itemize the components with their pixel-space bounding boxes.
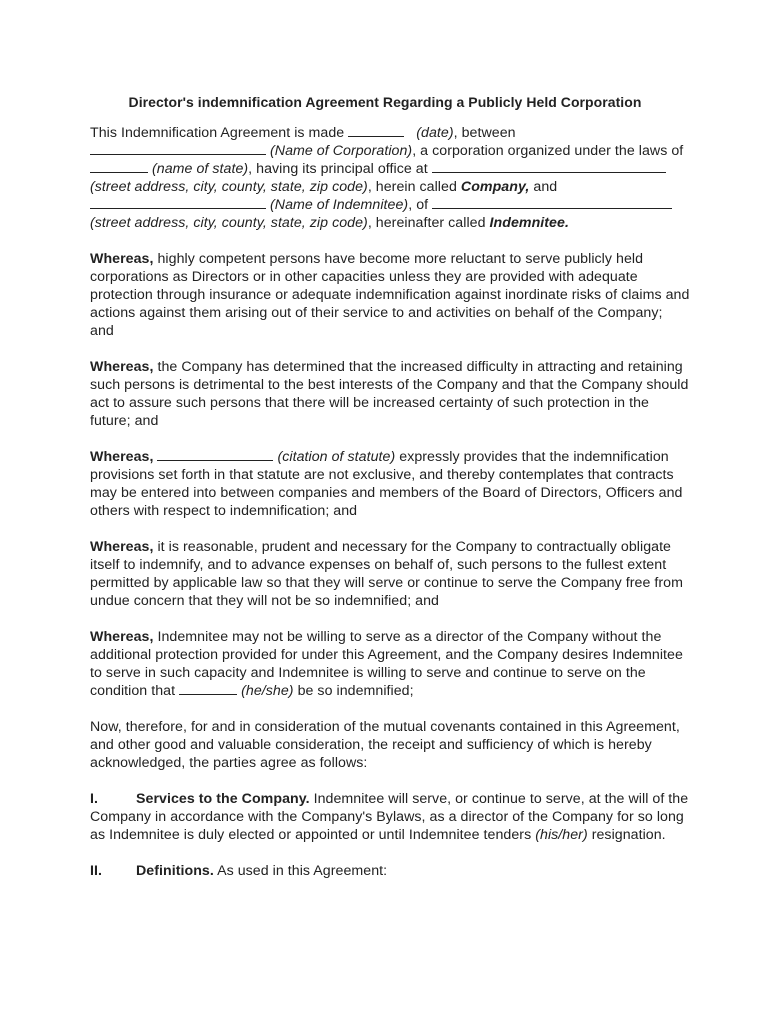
whereas-label: Whereas,: [90, 629, 154, 645]
whereas-paragraph-4: [90, 538, 690, 610]
whereas-paragraph-5: [90, 628, 690, 700]
indemnitee-term: Indemnitee.: [489, 215, 569, 231]
corporation-name-hint: (Name of Corporation): [270, 143, 413, 159]
whereas-text: highly competent persons have become more reluctant to serve publicly held corporations as Directors or in other capacities unless they are provided with adequate protection through insurance or adequate indemnification against inordinate risks of claims and actions against them arising out of their service to and activities on behalf of the Company; and: [90, 251, 690, 339]
state-blank: [90, 160, 148, 173]
corporation-name-blank: [90, 142, 266, 155]
indemnitee-address-blank: [432, 196, 672, 209]
indemnitee-name-hint: (Name of Indemnitee): [270, 197, 409, 213]
section-1-title: Services to the Company.: [136, 791, 310, 807]
intro-text-2: , between: [453, 125, 516, 141]
intro-text-8: , hereinafter called: [367, 215, 486, 231]
state-hint: (name of state): [152, 161, 249, 177]
section-1-text: Indemnitee will serve, or continue to serve, at the will of the Company in accordance with the Company's Bylaws, as a director of the Company for so long as Indemnitee is duly elected or appointed or until Indemnitee tenders: [90, 791, 689, 843]
pronoun-hint: (he/she): [241, 683, 294, 699]
section-2-title: Definitions.: [136, 863, 214, 879]
section-2: [90, 862, 690, 880]
intro-text-4: , having its principal office at: [248, 161, 428, 177]
company-term: Company,: [460, 179, 530, 195]
whereas-text: Indemnitee may not be willing to serve as a director of the Company without the additional protection provided for under this Agreement, and the Company desires Indemnitee to serve in such capacity and Indemnitee is willing to serve and continue to serve on the condition that: [90, 629, 683, 699]
document-body: [90, 124, 690, 898]
date-hint: (date): [416, 125, 454, 141]
whereas-paragraph-1: [90, 250, 690, 340]
section-2-text: As used in this Agreement:: [217, 863, 388, 879]
whereas-text: expressly provides that the indemnification provisions set forth in that statute are not exclusive, and thereby contemplates that contracts may be entered into between companies and members of the Board of Directors, Officers and others with respect to indemnification; and: [90, 449, 683, 519]
now-therefore-paragraph: Now, therefore, for and in consideration of the mutual covenants contained in this Agreement, and other good and valuable consideration, the receipt and sufficiency of which is hereby acknowledged, the parties agree as follows:: [90, 719, 680, 771]
section-1-text-end: resignation.: [591, 827, 666, 843]
intro-paragraph: [90, 124, 690, 232]
section-1-hint: (his/her): [535, 827, 588, 843]
intro-text-7: , of: [408, 197, 429, 213]
whereas-label: Whereas,: [90, 449, 154, 465]
indemnitee-address-hint: (street address, city, county, state, zip code): [90, 215, 368, 231]
whereas-paragraph-2: [90, 358, 690, 430]
company-address-hint: (street address, city, county, state, zip code): [90, 179, 368, 195]
section-1-number: I.: [90, 791, 98, 807]
intro-text-3: , a corporation organized under the laws of: [412, 143, 684, 159]
pronoun-blank: [179, 682, 237, 695]
document-title: Director's indemnification Agreement Regarding a Publicly Held Corporation: [128, 94, 642, 110]
statute-hint: (citation of statute): [277, 449, 396, 465]
intro-text-5: , herein called: [367, 179, 457, 195]
whereas-label: Whereas,: [90, 539, 154, 555]
whereas-paragraph-3: [90, 448, 690, 520]
intro-text-6: and: [533, 179, 558, 195]
intro-text-1: This Indemnification Agreement is made: [90, 125, 345, 141]
whereas-text: it is reasonable, prudent and necessary for the Company to contractually obligate itself to indemnify, and to advance expenses on behalf of, such persons to the fullest extent permitted by applicable law so that they will serve or continue to serve the Company free from undue concern that they will not be so indemnified; and: [90, 539, 683, 609]
section-2-number: II.: [90, 863, 102, 879]
whereas-text-end: be so indemnified;: [297, 683, 414, 699]
whereas-label: Whereas,: [90, 359, 154, 375]
whereas-text: the Company has determined that the increased difficulty in attracting and retaining such persons is detrimental to the best interests of the Company and that the Company should act to assure such persons that there will be increased certainty of such protection in the future; and: [90, 359, 689, 429]
date-blank: [348, 124, 404, 137]
statute-blank: [157, 448, 273, 461]
indemnitee-name-blank: [90, 196, 266, 209]
whereas-label: Whereas,: [90, 251, 154, 267]
section-1: [90, 790, 690, 844]
company-address-blank: [432, 160, 666, 173]
